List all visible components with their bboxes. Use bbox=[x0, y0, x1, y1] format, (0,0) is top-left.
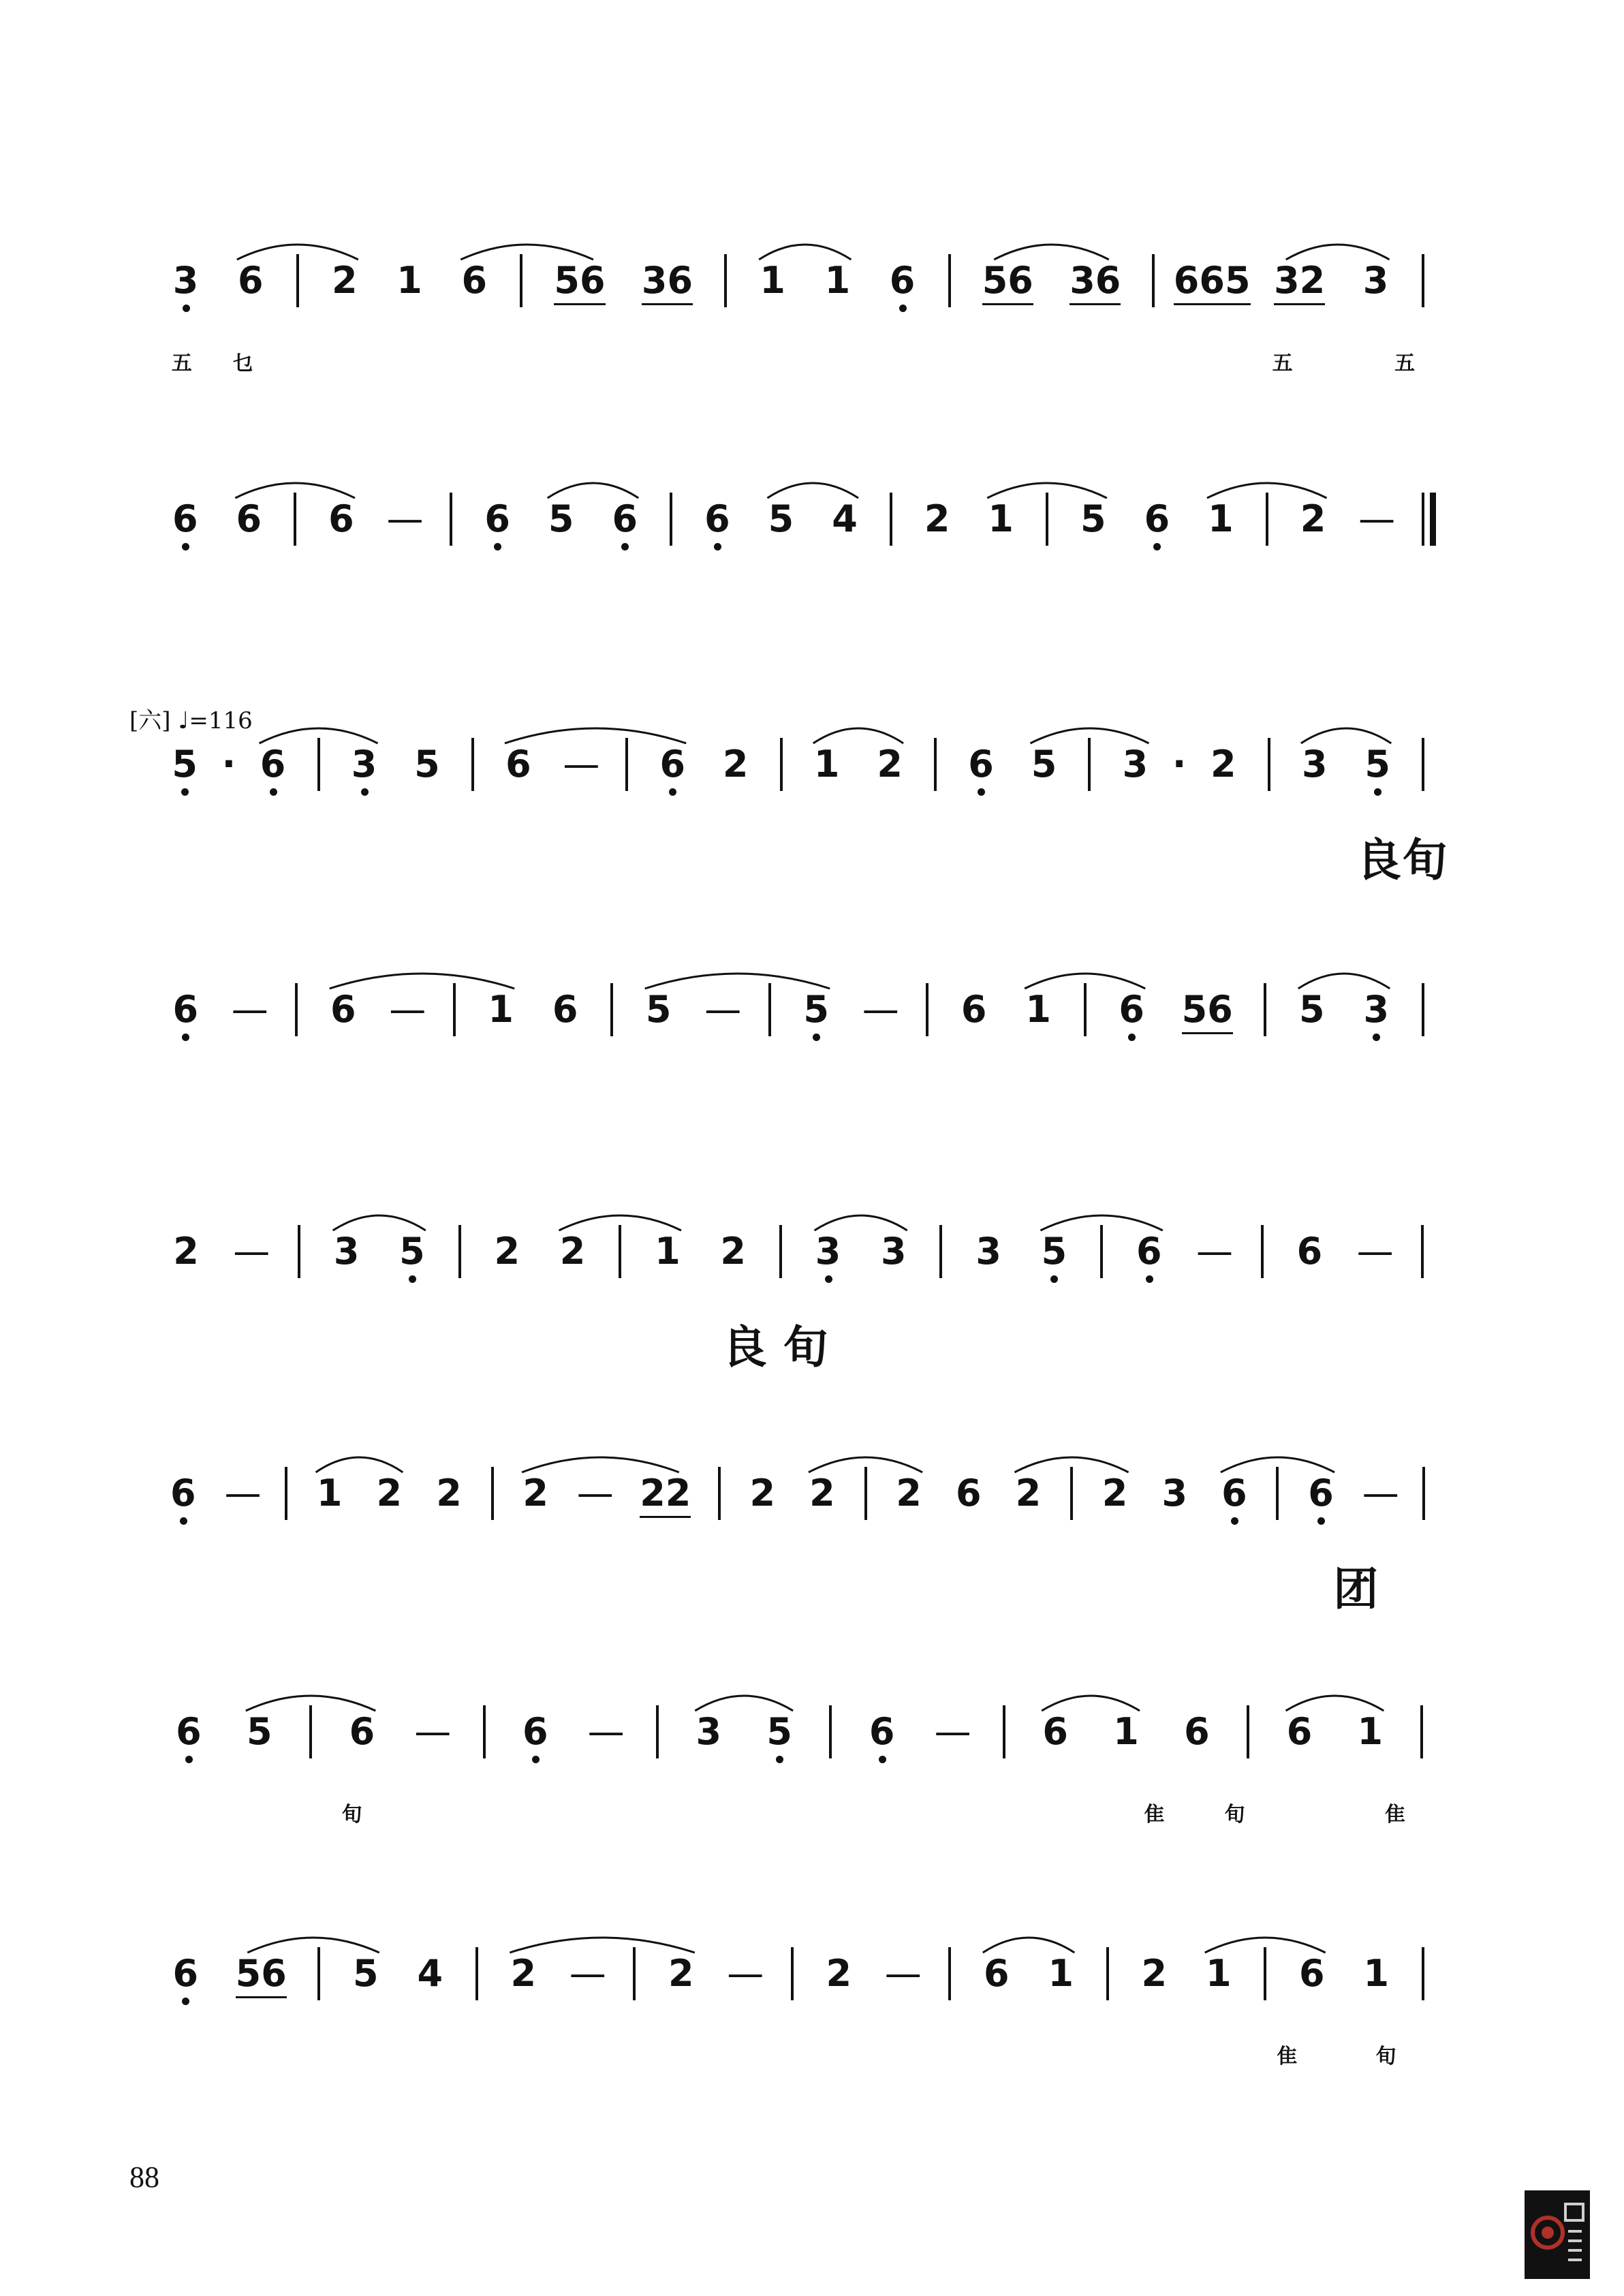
tablature-glyph: 团 bbox=[1333, 1562, 1379, 1615]
jianpu-note: 2 bbox=[749, 1472, 776, 1515]
octave-dot bbox=[669, 788, 676, 796]
octave-dot bbox=[1128, 1034, 1136, 1041]
slur-layer bbox=[0, 465, 1624, 506]
jianpu-note: 1 bbox=[1025, 988, 1051, 1031]
slur bbox=[548, 483, 639, 498]
octave-dot bbox=[776, 1756, 783, 1763]
tablature-glyph: 旬 bbox=[1375, 2045, 1396, 2068]
jianpu-note: 3 bbox=[880, 1230, 907, 1273]
jianpu-note: 1 bbox=[824, 259, 851, 302]
duration-dash: — bbox=[862, 988, 899, 1031]
slur-layer bbox=[0, 1920, 1624, 1961]
jianpu-note: 1 bbox=[1205, 1952, 1232, 1995]
jianpu-note: 3 bbox=[1302, 743, 1328, 786]
jianpu-note: 6 bbox=[1221, 1472, 1247, 1515]
slur bbox=[235, 483, 355, 498]
slur-layer bbox=[0, 956, 1624, 997]
slur bbox=[237, 245, 358, 260]
jianpu-note: 2 bbox=[436, 1472, 462, 1515]
jianpu-note: 2 bbox=[332, 259, 358, 302]
octave-dot bbox=[185, 1756, 193, 1763]
jianpu-note: 32 bbox=[1274, 259, 1326, 302]
duration-dash: — bbox=[1196, 1230, 1233, 1273]
jianpu-note: 5 bbox=[1041, 1230, 1067, 1273]
octave-dot bbox=[182, 1998, 189, 2005]
tablature-glyph: 旬 bbox=[1224, 1803, 1245, 1827]
octave-dot bbox=[180, 1517, 187, 1525]
jianpu-note: 2 bbox=[1141, 1952, 1168, 1995]
jianpu-note: 3 bbox=[333, 1230, 360, 1273]
jianpu-note: 6 bbox=[330, 988, 356, 1031]
jianpu-note: 6 bbox=[704, 497, 730, 540]
jianpu-note: 3 bbox=[1161, 1472, 1188, 1515]
slur bbox=[247, 1938, 379, 1953]
jianpu-note: 6 bbox=[484, 497, 510, 540]
page-number: 88 bbox=[129, 2160, 159, 2194]
jianpu-note: 1 bbox=[1048, 1952, 1074, 1995]
jianpu-note: 5 bbox=[1080, 497, 1106, 540]
tablature-glyph: 良 bbox=[1356, 833, 1402, 886]
tablature-glyph: 隹 bbox=[1277, 2045, 1298, 2068]
jianpu-note: 3 bbox=[1122, 743, 1149, 786]
duration-dash: — bbox=[576, 1472, 614, 1515]
jianpu-note: 22 bbox=[640, 1472, 691, 1515]
slur bbox=[522, 1457, 679, 1472]
jianpu-note: 2 bbox=[1015, 1472, 1042, 1515]
jianpu-note: 3 bbox=[815, 1230, 841, 1273]
jianpu-note: 1 bbox=[1113, 1710, 1139, 1753]
tablature-glyph: 良 bbox=[721, 1320, 767, 1374]
slur bbox=[1298, 974, 1390, 989]
tablature-glyph: 旬 bbox=[1402, 833, 1448, 886]
jianpu-note: 6 bbox=[1144, 497, 1170, 540]
jianpu-note: 6 bbox=[612, 497, 638, 540]
jianpu-note: 6 bbox=[983, 1952, 1010, 1995]
jianpu-note: 6 bbox=[889, 259, 916, 302]
jianpu-note: 2 bbox=[668, 1952, 694, 1995]
slur bbox=[645, 974, 830, 989]
octave-dot bbox=[409, 1275, 416, 1283]
slur bbox=[1040, 1215, 1162, 1230]
jianpu-note: 5 bbox=[645, 988, 672, 1031]
duration-dash: — bbox=[1356, 1230, 1394, 1273]
jianpu-note: 6 bbox=[1308, 1472, 1334, 1515]
jianpu-note: 36 bbox=[641, 259, 693, 302]
duration-dash: — bbox=[563, 743, 600, 786]
octave-dot bbox=[978, 788, 985, 796]
duration-dash: — bbox=[224, 1472, 262, 1515]
slur bbox=[1042, 1696, 1140, 1711]
jianpu-note: 2 bbox=[1300, 497, 1326, 540]
slur bbox=[1030, 728, 1149, 743]
jianpu-note: 3 bbox=[1363, 988, 1390, 1031]
jianpu-note: 6 bbox=[1042, 1710, 1068, 1753]
jianpu-note: 5 bbox=[353, 1952, 379, 1995]
jianpu-note: 6 bbox=[461, 259, 488, 302]
octave-dot bbox=[181, 788, 189, 796]
slur bbox=[260, 728, 378, 743]
jianpu-note: · bbox=[221, 743, 236, 786]
slur bbox=[316, 1457, 403, 1472]
jianpu-note: · bbox=[1172, 743, 1187, 786]
jianpu-note: 6 bbox=[961, 988, 987, 1031]
jianpu-note: 56 bbox=[1181, 988, 1233, 1031]
tablature-glyph: 五 bbox=[171, 352, 192, 375]
jianpu-note: 6 bbox=[659, 743, 686, 786]
jianpu-note: 6 bbox=[1286, 1710, 1313, 1753]
jianpu-note: 6 bbox=[955, 1472, 982, 1515]
jianpu-note: 665 bbox=[1173, 259, 1251, 302]
jianpu-note: 5 bbox=[172, 743, 198, 786]
tablature-glyph: 乜 bbox=[232, 352, 253, 375]
beam-underline bbox=[640, 1516, 691, 1518]
jianpu-note: 1 bbox=[1357, 1710, 1384, 1753]
jianpu-note: 2 bbox=[720, 1230, 746, 1273]
slur bbox=[1221, 1457, 1334, 1472]
slur-layer bbox=[0, 227, 1624, 268]
slur bbox=[983, 1938, 1074, 1953]
jianpu-note: 6 bbox=[260, 743, 286, 786]
jianpu-note: 6 bbox=[328, 497, 354, 540]
jianpu-note: 1 bbox=[813, 743, 840, 786]
octave-dot bbox=[1317, 1517, 1325, 1525]
jianpu-note: 6 bbox=[1298, 1952, 1325, 1995]
octave-dot bbox=[1050, 1275, 1058, 1283]
slur bbox=[330, 974, 514, 989]
octave-dot bbox=[270, 788, 277, 796]
publisher-seal bbox=[1525, 2190, 1590, 2279]
jianpu-note: 5 bbox=[1364, 743, 1390, 786]
jianpu-note: 6 bbox=[236, 497, 262, 540]
jianpu-note: 56 bbox=[235, 1952, 287, 1995]
duration-dash: — bbox=[1358, 497, 1396, 540]
tablature-glyph: 隹 bbox=[1385, 1803, 1406, 1827]
jianpu-note: 3 bbox=[696, 1710, 722, 1753]
jianpu-note: 2 bbox=[896, 1472, 922, 1515]
slur bbox=[809, 1457, 922, 1472]
octave-dot bbox=[1231, 1517, 1238, 1525]
jianpu-note: 6 bbox=[522, 1710, 548, 1753]
duration-dash: — bbox=[587, 1710, 625, 1753]
jianpu-note: 2 bbox=[877, 743, 903, 786]
jianpu-note: 5 bbox=[246, 1710, 272, 1753]
jianpu-note: 5 bbox=[548, 497, 574, 540]
jianpu-note: 5 bbox=[1298, 988, 1325, 1031]
jianpu-note: 2 bbox=[1102, 1472, 1128, 1515]
slur bbox=[505, 728, 686, 743]
jianpu-note: 36 bbox=[1069, 259, 1121, 302]
beam-underline bbox=[1182, 1032, 1233, 1034]
octave-dot bbox=[1373, 1034, 1380, 1041]
tablature-glyph: 旬 bbox=[341, 1803, 362, 1827]
duration-dash: — bbox=[727, 1952, 764, 1995]
tablature-glyph: 隹 bbox=[1144, 1803, 1165, 1827]
jianpu-note: 4 bbox=[417, 1952, 443, 1995]
duration-dash: — bbox=[704, 988, 742, 1031]
jianpu-note: 1 bbox=[988, 497, 1014, 540]
jianpu-note: 56 bbox=[554, 259, 606, 302]
duration-dash: — bbox=[934, 1710, 971, 1753]
slur-layer bbox=[0, 1440, 1624, 1480]
slur bbox=[695, 1696, 793, 1711]
octave-dot bbox=[1374, 788, 1381, 796]
jianpu-note: 2 bbox=[722, 743, 749, 786]
jianpu-note: 6 bbox=[349, 1710, 375, 1753]
jianpu-note: 2 bbox=[510, 1952, 537, 1995]
section-marker bbox=[129, 702, 253, 735]
octave-dot bbox=[182, 1034, 189, 1041]
tablature-glyph: 五 bbox=[1394, 352, 1416, 375]
jianpu-note: 2 bbox=[559, 1230, 586, 1273]
jianpu-note: 1 bbox=[760, 259, 785, 302]
octave-dot bbox=[1146, 1275, 1153, 1283]
jianpu-note: 3 bbox=[172, 259, 199, 302]
jianpu-note: 6 bbox=[172, 497, 198, 540]
slur bbox=[1025, 974, 1145, 989]
jianpu-note: 6 bbox=[172, 1952, 199, 1995]
beam-underline bbox=[1069, 303, 1121, 305]
section-marker-label: [六] bbox=[129, 707, 171, 734]
jianpu-note: 1 bbox=[396, 259, 422, 302]
jianpu-note: 2 bbox=[173, 1230, 199, 1273]
jianpu-note: 1 bbox=[1363, 1952, 1390, 1995]
octave-dot bbox=[879, 1756, 886, 1763]
beam-underline bbox=[1174, 303, 1251, 305]
jianpu-note: 4 bbox=[832, 497, 858, 540]
slur bbox=[1207, 483, 1327, 498]
slur bbox=[460, 245, 593, 260]
jianpu-note: 6 bbox=[1136, 1230, 1162, 1273]
duration-dash: — bbox=[1362, 1472, 1399, 1515]
jianpu-note: 5 bbox=[803, 988, 829, 1031]
jianpu-note: 2 bbox=[826, 1952, 852, 1995]
jianpu-note: 6 bbox=[176, 1710, 202, 1753]
duration-dash: — bbox=[386, 497, 424, 540]
jianpu-note: 6 bbox=[238, 259, 264, 302]
duration-dash: — bbox=[389, 988, 426, 1031]
duration-dash: — bbox=[414, 1710, 452, 1753]
jianpu-note: 2 bbox=[809, 1472, 835, 1515]
jianpu-note: 1 bbox=[1208, 497, 1234, 540]
octave-dot bbox=[813, 1034, 820, 1041]
tablature-glyph: 旬 bbox=[783, 1320, 828, 1374]
beam-underline bbox=[554, 303, 605, 305]
octave-dot bbox=[825, 1275, 832, 1283]
jianpu-note: 6 bbox=[552, 988, 578, 1031]
octave-dot bbox=[494, 543, 501, 550]
octave-dot bbox=[361, 788, 369, 796]
octave-dot bbox=[183, 305, 190, 312]
beam-underline bbox=[642, 303, 693, 305]
jianpu-note: 2 bbox=[522, 1472, 548, 1515]
jianpu-note: 3 bbox=[351, 743, 377, 786]
slur bbox=[1301, 728, 1391, 743]
slur-layer bbox=[0, 1678, 1624, 1719]
tempo-mark: ♩=116 bbox=[178, 707, 253, 734]
jianpu-note: 1 bbox=[488, 988, 514, 1031]
jianpu-note: 5 bbox=[766, 1710, 792, 1753]
beam-underline bbox=[982, 303, 1033, 305]
beam-underline bbox=[1274, 303, 1325, 305]
slur bbox=[1014, 1457, 1128, 1472]
duration-dash: — bbox=[231, 988, 268, 1031]
jianpu-note: 56 bbox=[982, 259, 1033, 302]
jianpu-note: 3 bbox=[1362, 259, 1389, 302]
slur bbox=[246, 1696, 376, 1711]
jianpu-note: 6 bbox=[1296, 1230, 1323, 1273]
slur bbox=[767, 483, 858, 498]
slur bbox=[1205, 1938, 1326, 1953]
slur bbox=[333, 1215, 426, 1230]
slur bbox=[987, 483, 1107, 498]
jianpu-note: 6 bbox=[1184, 1710, 1210, 1753]
jianpu-note: 6 bbox=[505, 743, 531, 786]
octave-dot bbox=[532, 1756, 540, 1763]
duration-dash: — bbox=[884, 1952, 922, 1995]
jianpu-note: 6 bbox=[170, 1472, 196, 1515]
slur bbox=[994, 245, 1109, 260]
jianpu-note: 6 bbox=[869, 1710, 895, 1753]
jianpu-note: 5 bbox=[399, 1230, 425, 1273]
slur bbox=[759, 245, 851, 260]
octave-dot bbox=[1153, 543, 1161, 550]
octave-dot bbox=[714, 543, 721, 550]
slur bbox=[813, 728, 903, 743]
duration-dash: — bbox=[233, 1230, 270, 1273]
octave-dot bbox=[621, 543, 629, 550]
jianpu-note: 2 bbox=[1211, 743, 1236, 786]
jianpu-note: 6 bbox=[1119, 988, 1144, 1031]
jianpu-note: 1 bbox=[316, 1472, 343, 1515]
jianpu-note: 1 bbox=[655, 1230, 681, 1273]
jianpu-note: 3 bbox=[975, 1230, 1001, 1273]
jianpu-note: 5 bbox=[414, 743, 440, 786]
slur bbox=[1285, 1696, 1384, 1711]
jianpu-note: 6 bbox=[968, 743, 994, 786]
octave-dot bbox=[182, 543, 189, 550]
jianpu-note: 6 bbox=[172, 988, 199, 1031]
slur bbox=[1286, 245, 1390, 260]
jianpu-note: 5 bbox=[1031, 743, 1057, 786]
beam-underline bbox=[236, 1996, 287, 1998]
jianpu-note: 2 bbox=[924, 497, 950, 540]
duration-dash: — bbox=[569, 1952, 606, 1995]
slur bbox=[559, 1215, 681, 1230]
slur-layer bbox=[0, 1198, 1624, 1239]
slur bbox=[815, 1215, 907, 1230]
tablature-glyph: 五 bbox=[1272, 352, 1293, 375]
jianpu-note: 2 bbox=[376, 1472, 403, 1515]
jianpu-note: 5 bbox=[768, 497, 794, 540]
jianpu-note: 2 bbox=[494, 1230, 520, 1273]
slur bbox=[510, 1938, 694, 1953]
octave-dot bbox=[899, 305, 907, 312]
